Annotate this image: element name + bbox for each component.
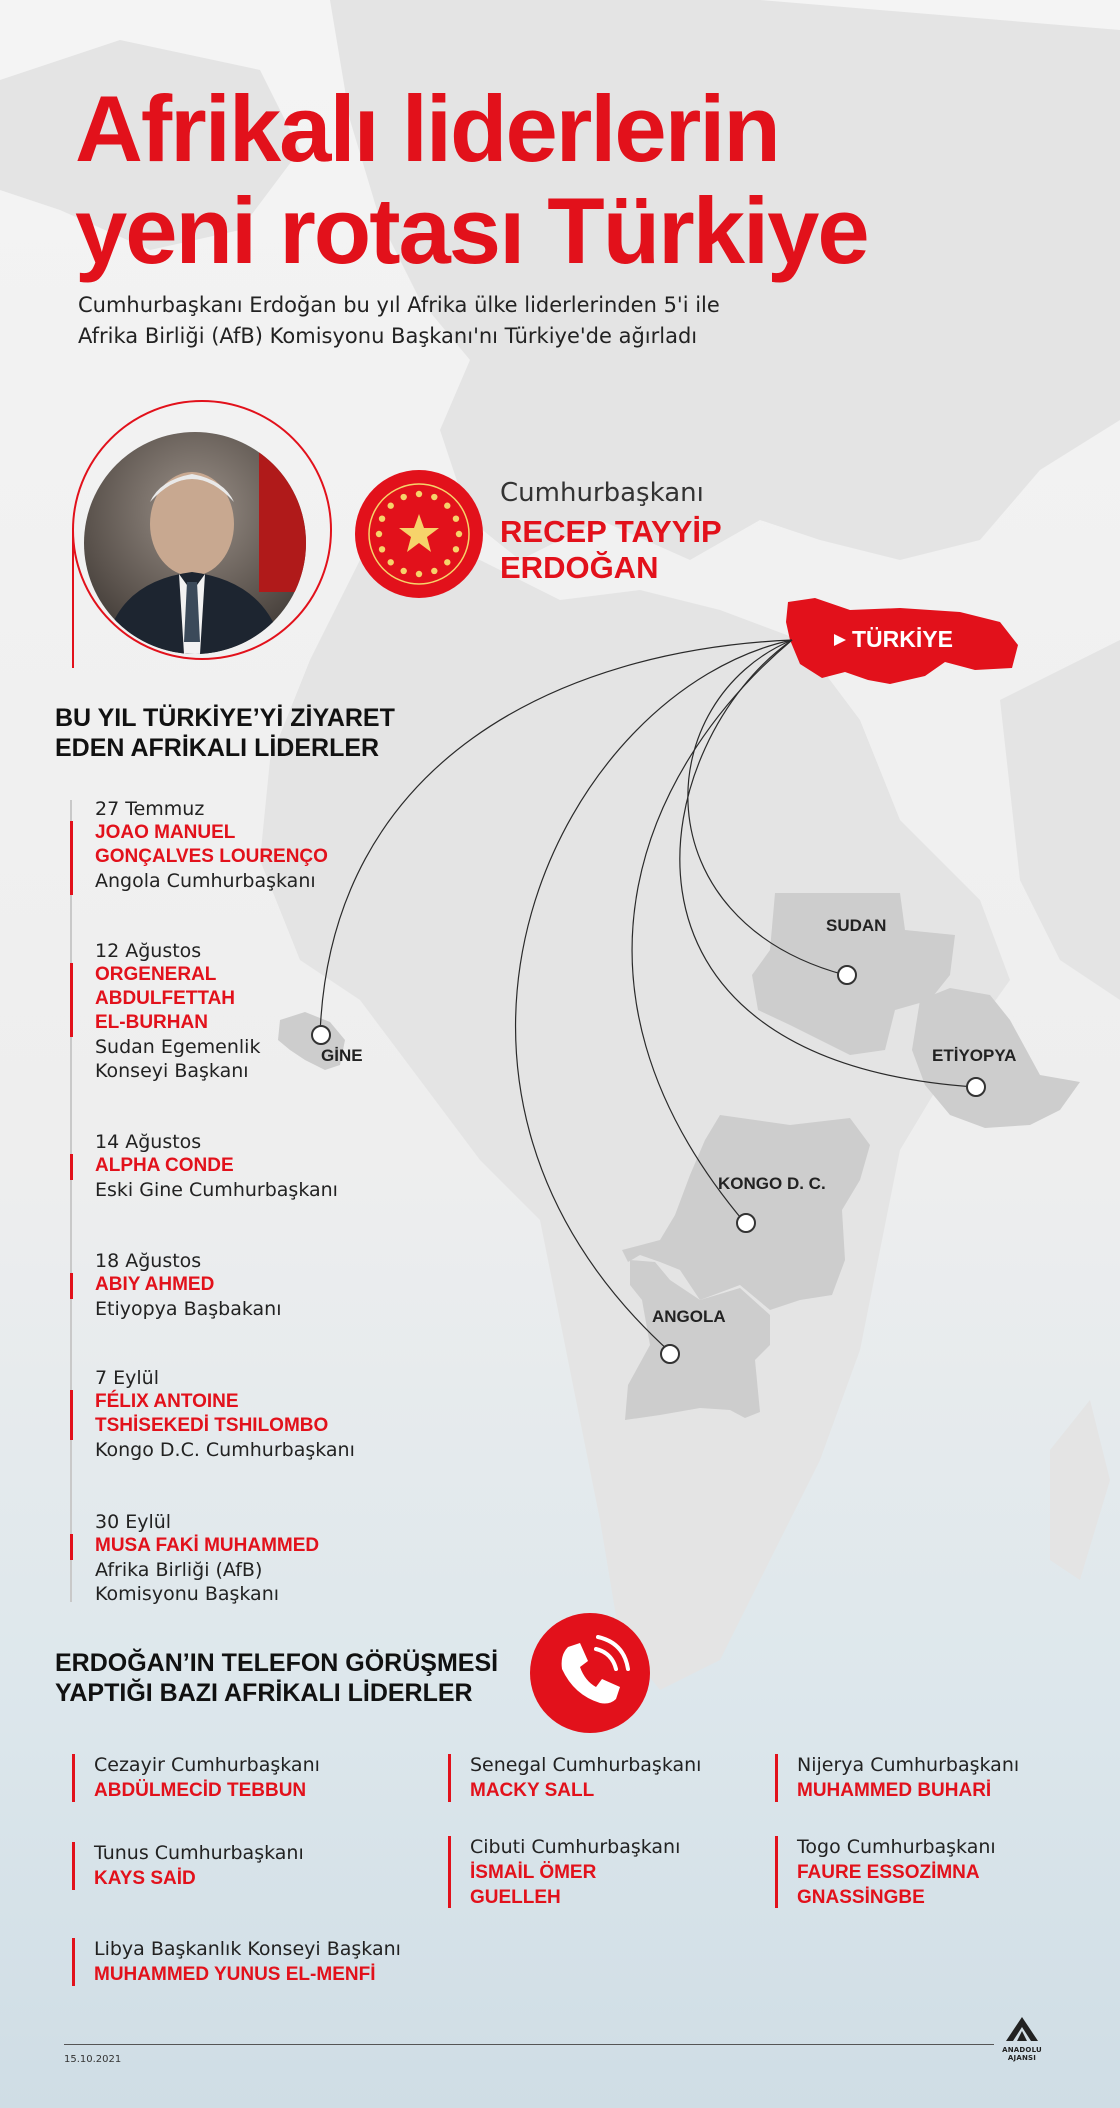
marker-angola [661,1345,679,1363]
call-name: MUHAMMED BUHARİ [797,1780,992,1801]
marker-guinea [312,1026,330,1044]
phone-heading-line-2: YAPTIĞI BAZI AFRİKALI LİDERLER [55,1679,473,1707]
visitor-date: 27 Temmuz [95,798,205,820]
call-accent-bar [448,1754,451,1802]
visitor-name: JOAO MANUEL GONÇALVES LOURENÇO [95,822,328,867]
map-label-sudan: SUDAN [826,916,887,935]
title-line-1: Afrikalı liderlerin [75,76,779,181]
visitor-role: Etiyopya Başbakanı [95,1298,282,1320]
marker-sudan [838,966,856,984]
president-role: Cumhurbaşkanı [500,478,704,508]
call-item [775,1752,1019,1803]
map-label-angola: ANGOLA [652,1307,726,1326]
map-label-ethiopia: ETİYOPYA [932,1046,1017,1065]
visitor-date: 30 Eylül [95,1511,172,1533]
call-role: Togo Cumhurbaşkanı [797,1836,996,1858]
call-item [775,1834,996,1910]
visitor-name: FÉLIX ANTOINE TSHİSEKEDİ TSHILOMBO [95,1391,329,1436]
visitor-date: 12 Ağustos [95,940,202,962]
visitor-name: ABIY AHMED [95,1274,215,1295]
call-item [448,1834,680,1910]
visitors-heading-line-2: EDEN AFRİKALI LİDERLER [55,734,380,762]
turkey-label: TÜRKİYE [852,626,953,652]
marker-ethiopia [967,1078,985,1096]
president-name-line-1: RECEP TAYYİP [500,514,722,549]
call-accent-bar [448,1836,451,1908]
call-role: Nijerya Cumhurbaşkanı [797,1754,1020,1776]
map-label-guinea: GİNE [321,1046,363,1065]
subtitle-line-1: Cumhurbaşkanı Erdoğan bu yıl Afrika ülke liderlerinden 5'i ile [78,293,720,317]
call-accent-bar [72,1938,75,1986]
footer-divider [64,2044,994,2045]
visitor-role: Kongo D.C. Cumhurbaşkanı [95,1439,355,1461]
call-role: Cibuti Cumhurbaşkanı [470,1836,681,1858]
call-accent-bar [775,1754,778,1802]
call-item [72,1752,320,1803]
call-name: FAURE ESSOZİMNA GNASSİNGBE [797,1862,980,1908]
visitor-date: 14 Ağustos [95,1131,202,1153]
call-role: Libya Başkanlık Konseyi Başkanı [94,1938,401,1960]
phone-heading [55,1648,498,1708]
visitor-name: MUSA FAKİ MUHAMMED [95,1535,320,1556]
map-label-drc: KONGO D. C. [718,1174,826,1193]
visitor-name: ORGENERAL ABDULFETTAH EL-BURHAN [95,964,236,1033]
call-name: MACKY SALL [470,1780,595,1801]
call-role: Senegal Cumhurbaşkanı [470,1754,702,1776]
call-name: ABDÜLMECİD TEBBUN [94,1780,307,1801]
marker-drc [737,1214,755,1232]
publish-date: 15.10.2021 [64,2054,122,2065]
call-item [448,1752,701,1803]
phone-heading-line-1: ERDOĞAN’IN TELEFON GÖRÜŞMESİ [55,1649,499,1677]
subtitle-line-2: Afrika Birliği (AfB) Komisyonu Başkanı'nı Türkiye'de ağırladı [78,324,698,348]
phone-icon [530,1613,650,1733]
title-line-2: yeni rotası Türkiye [75,178,868,283]
visitor-date: 18 Ağustos [95,1250,202,1272]
call-accent-bar [72,1842,75,1890]
agency-logo [990,2016,1054,2062]
agency-logo-text: ANADOLU AJANSI [1002,2046,1042,2062]
call-name: İSMAİL ÖMER GUELLEH [470,1862,597,1908]
call-name: KAYS SAİD [94,1868,196,1889]
visitor-role: Sudan Egemenlik Konseyi Başkanı [95,1036,261,1082]
visitor-role: Afrika Birliği (AfB) Komisyonu Başkanı [95,1559,280,1605]
route-line-guinea [320,640,792,1035]
call-accent-bar [72,1754,75,1802]
visitor-role: Eski Gine Cumhurbaşkanı [95,1179,338,1201]
visitor-role: Angola Cumhurbaşkanı [95,870,316,892]
call-role: Tunus Cumhurbaşkanı [94,1842,304,1864]
president-name-line-2: ERDOĞAN [500,550,659,585]
visitors-heading-line-1: BU YIL TÜRKİYE’Yİ ZİYARET [55,704,395,732]
visitor-date: 7 Eylül [95,1367,159,1389]
call-accent-bar [775,1836,778,1908]
call-item [72,1840,304,1891]
agency-logo-icon [1004,2016,1040,2042]
call-item [72,1936,401,1987]
call-role: Cezayir Cumhurbaşkanı [94,1754,320,1776]
call-name: MUHAMMED YUNUS EL-MENFİ [94,1964,376,1985]
visitor-name: ALPHA CONDE [95,1155,234,1176]
